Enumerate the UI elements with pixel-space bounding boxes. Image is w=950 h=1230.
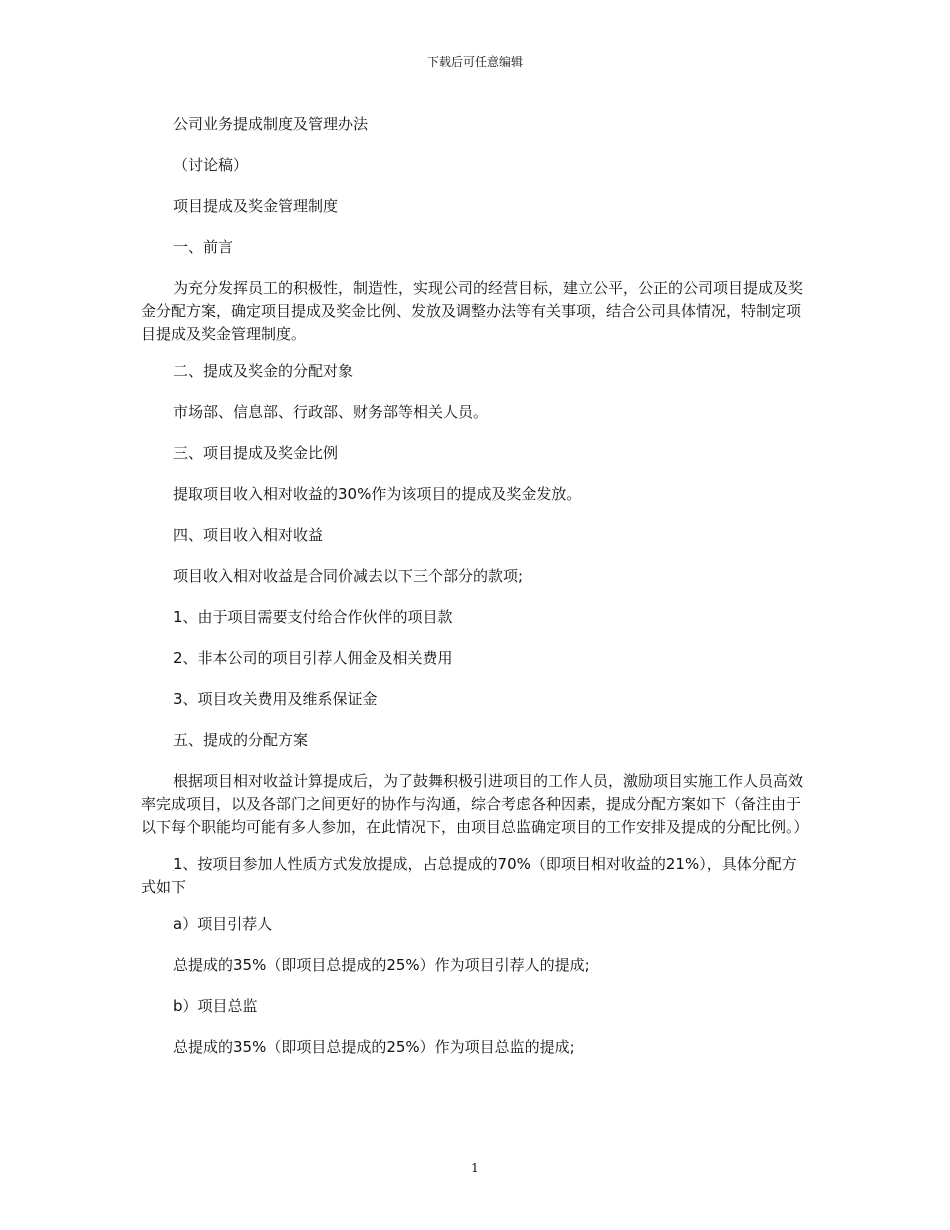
document-title: 公司业务提成制度及管理办法 (173, 115, 369, 133)
sub-heading: b）项目总监 (173, 997, 258, 1015)
list-item: 1、按项目参加人性质方式发放提成，占总提成的70%（即项目相对收益的21%），具体分配方式如下 (141, 855, 797, 896)
page-number: 1 (471, 1161, 479, 1175)
sub-heading: a）项目引荐人 (173, 915, 273, 933)
section-heading: 二、提成及奖金的分配对象 (173, 362, 354, 380)
document-body (141, 113, 809, 1059)
section-heading: 四、项目收入相对收益 (173, 526, 324, 544)
paragraph: 提取项目收入相对收益的30%作为该项目的提成及奖金发放。 (173, 485, 582, 503)
section-heading: 一、前言 (173, 238, 234, 256)
paragraph: 为充分发挥员工的积极性，制造性，实现公司的经营目标，建立公平，公正的公司项目提成及奖金分配方案，确定项目提成及奖金比例、发放及调整办法等有关事项，结合公司具体情况，特制定项目提成及奖金管理制度。 (141, 279, 804, 343)
list-item: 1、由于项目需要支付给合作伙伴的项目款 (173, 608, 453, 626)
document-subtitle: （讨论稿） (173, 156, 249, 174)
section-heading: 五、提成的分配方案 (173, 731, 309, 749)
section-heading: 三、项目提成及奖金比例 (173, 444, 339, 462)
list-item: 3、项目攻关费用及维系保证金 (173, 690, 378, 708)
list-item: 2、非本公司的项目引荐人佣金及相关费用 (173, 649, 453, 667)
doc-section-title: 项目提成及奖金管理制度 (173, 197, 339, 215)
page-header: 下载后可任意编辑 (426, 55, 523, 69)
paragraph: 项目收入相对收益是合同价减去以下三个部分的款项; (173, 567, 524, 585)
paragraph: 根据项目相对收益计算提成后，为了鼓舞积极引进项目的工作人员，激励项目实施工作人员高效率完成项目，以及各部门之间更好的协作与沟通，综合考虑各种因素，提成分配方案如下（备注由于以下每个职能均可能有多人参加，在此情况下，由项目总监确定项目的工作安排及提成的分配比例。） (141, 772, 809, 836)
paragraph: 总提成的35%（即项目总提成的25%）作为项目引荐人的提成; (173, 956, 590, 974)
paragraph: 市场部、信息部、行政部、财务部等相关人员。 (173, 403, 489, 421)
paragraph: 总提成的35%（即项目总提成的25%）作为项目总监的提成; (173, 1038, 575, 1056)
